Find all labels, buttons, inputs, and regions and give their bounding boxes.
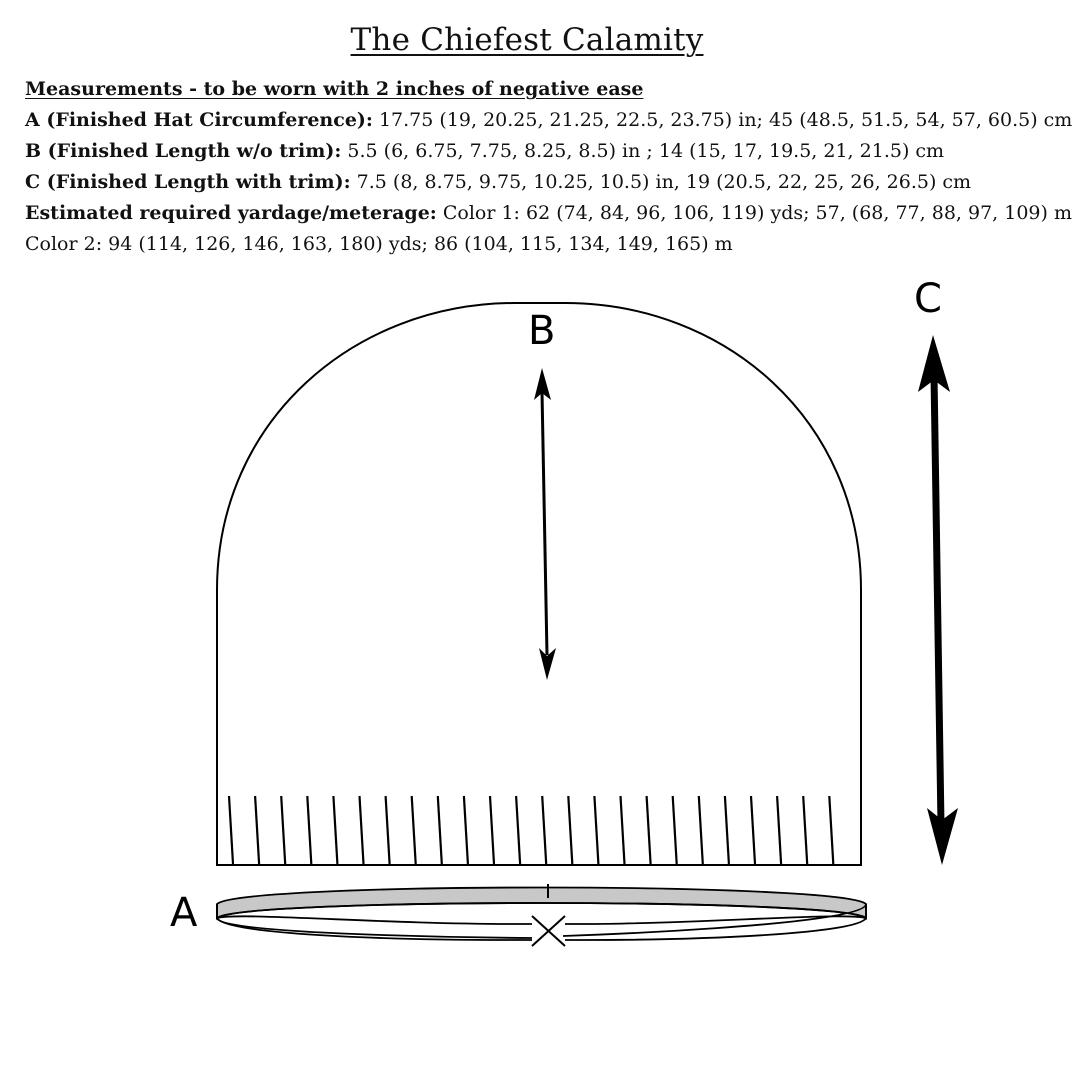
rib-line [751,796,755,864]
rib-line [255,796,259,864]
measurement-c-label: C (Finished Length with trim): [25,171,351,193]
rib-line [725,796,729,864]
band-front-inner [217,916,866,924]
b-arrow [534,368,556,680]
rib-line [438,796,442,864]
rib-line [647,796,651,864]
rib-line [673,796,677,864]
band-front-outline [217,904,866,940]
rib-line [281,796,285,864]
rib-line [803,796,807,864]
measurement-b-label: B (Finished Length w/o trim): [25,140,342,162]
rib-line [829,796,833,864]
rib-line [594,796,598,864]
rib-line [412,796,416,864]
yardage-color1: Color 1: 62 (74, 84, 96, 106, 119) yds; 57, (68, 77, 88, 97, 109) m [442,202,1072,224]
measurement-b-value: 5.5 (6, 6.75, 7.75, 8.25, 8.5) in ; 14 (15, 17, 19.5, 21, 21.5) cm [347,140,945,162]
label-a: A [170,890,198,936]
rib-line [333,796,337,864]
label-b: B [528,308,556,354]
ribbing-lines [229,796,833,864]
rib-line [777,796,781,864]
circumference-band [217,884,866,946]
yardage-label: Estimated required yardage/meterage: [25,202,437,224]
measurement-a-label: A (Finished Hat Circumference): [25,109,373,131]
rib-line [621,796,625,864]
band-crossing-icon [532,916,565,946]
measurements-heading: Measurements - to be worn with 2 inches of negative ease [25,78,644,100]
band-front [217,903,866,938]
page-title: The Chiefest Calamity [350,22,704,58]
rib-line [360,796,364,864]
rib-line [568,796,572,864]
rib-line [307,796,311,864]
measurement-a-value: 17.75 (19, 20.25, 21.25, 22.5, 23.75) in; 45 (48.5, 51.5, 54, 57, 60.5) cm [378,109,1073,131]
label-c: C [914,276,942,322]
yardage-color2: Color 2: 94 (114, 126, 146, 163, 180) yds; 86 (104, 115, 134, 149, 165) m [25,233,733,255]
rib-line [229,796,233,864]
rib-line [386,796,390,864]
rib-line [464,796,468,864]
rib-line [699,796,703,864]
c-arrow [918,335,958,865]
rib-line [542,796,546,864]
rib-line [516,796,520,864]
measurement-c-value: 7.5 (8, 8.75, 9.75, 10.25, 10.5) in, 19 (20.5, 22, 25, 26, 26.5) cm [356,171,972,193]
rib-line [490,796,494,864]
